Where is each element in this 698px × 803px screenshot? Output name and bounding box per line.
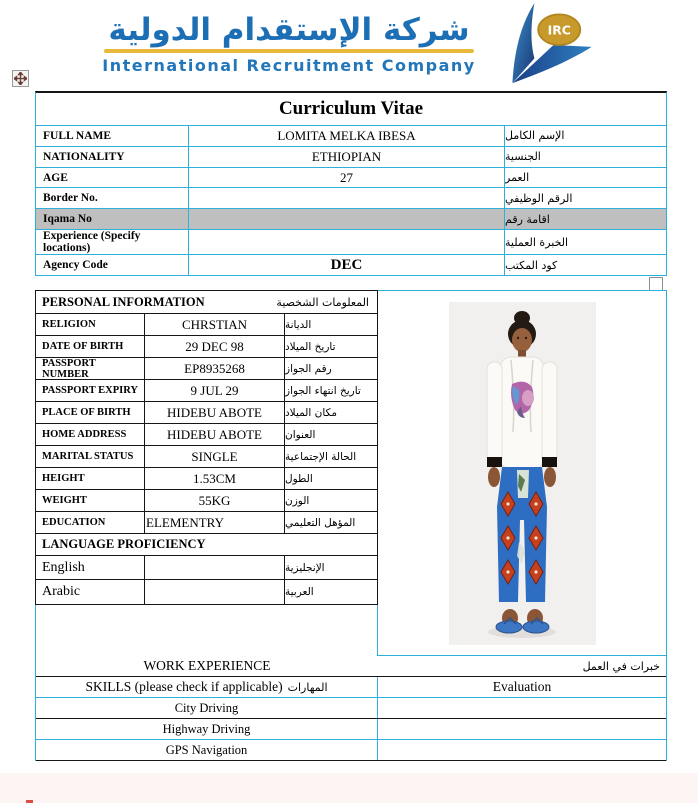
cv-row-arabic-label: الجنسية	[505, 150, 541, 164]
cv-row-arabic-label: كود المكتب	[505, 258, 558, 272]
cv-row-value	[189, 188, 505, 208]
language-arabic-label: الإنجليزية	[285, 561, 325, 574]
empty-cell-below-personal-info	[36, 605, 378, 656]
personal-info-table	[35, 290, 378, 605]
personal-info-row	[36, 380, 377, 402]
work-experience-title-arabic: خبرات في العمل	[582, 659, 660, 673]
personal-info-row-label: PASSPORT EXPIRY	[36, 380, 145, 401]
cv-row-arabic-label: اقامة رقم	[505, 212, 550, 226]
personal-info-row-label: DATE OF BIRTH	[36, 336, 145, 357]
personal-info-row-label: HOME ADDRESS	[36, 424, 145, 445]
cv-row-value: DEC	[189, 255, 505, 275]
personal-info-row-arabic-label: رقم الجواز	[285, 362, 332, 375]
skill-evaluation-cell	[378, 740, 666, 760]
cv-row-arabic-label: الرقم الوظيفي	[505, 191, 573, 205]
cv-row-value: LOMITA MELKA IBESA	[189, 126, 505, 146]
skill-evaluation-cell	[378, 698, 666, 718]
cv-row-value	[189, 209, 505, 229]
skill-evaluation-cell	[378, 719, 666, 739]
personal-info-row-arabic-label: تاريخ الميلاد	[285, 340, 336, 353]
personal-info-row-value: EP8935268	[145, 358, 285, 379]
personal-info-row-value: 29 DEC 98	[145, 336, 285, 357]
personal-info-row	[36, 402, 377, 424]
cv-row-arabic-label: الخبرة العملية	[505, 235, 569, 249]
skills-header-label: SKILLS (please check if applicable)	[85, 679, 283, 695]
language-label: English	[36, 556, 145, 579]
personal-info-title-arabic: المعلومات الشخصية	[276, 295, 369, 309]
personal-info-row-arabic-label: مكان الميلاد	[285, 406, 337, 419]
personal-info-row	[36, 512, 377, 534]
work-experience-row	[36, 656, 666, 677]
skill-row	[36, 719, 666, 740]
table-move-handle-icon[interactable]	[12, 70, 29, 87]
language-level-cell	[145, 580, 285, 604]
cv-title: Curriculum Vitae	[36, 93, 666, 126]
personal-info-row-label: RELIGION	[36, 314, 145, 335]
logo-underline	[104, 49, 473, 53]
skill-label: City Driving	[36, 698, 378, 718]
cv-row	[36, 254, 666, 275]
skill-row	[36, 740, 666, 761]
cv-row-value: ETHIOPIAN	[189, 147, 505, 167]
cv-row-label: Experience (Specify locations)	[36, 230, 189, 254]
personal-info-row	[36, 358, 377, 380]
skill-row	[36, 698, 666, 719]
personal-info-row-value: 55KG	[145, 490, 285, 511]
personal-info-row-label: PLACE OF BIRTH	[36, 402, 145, 423]
evaluation-header: Evaluation	[492, 679, 552, 695]
work-skills-table	[36, 656, 666, 761]
personal-info-row-label: MARITAL STATUS	[36, 446, 145, 467]
personal-info-row-value: 9 JUL 29	[145, 380, 285, 401]
table-resize-handle[interactable]	[649, 277, 663, 291]
company-name-arabic: شركة الإستقدام الدولية	[108, 11, 470, 48]
personal-info-row	[36, 336, 377, 358]
cv-row-arabic-label: الإسم الكامل	[505, 129, 565, 143]
personal-info-row-label: EDUCATION	[36, 512, 145, 533]
company-logo-text	[102, 13, 475, 76]
logo-badge-text: IRC	[547, 22, 571, 38]
personal-info-header	[36, 291, 377, 314]
language-level-cell	[145, 556, 285, 579]
personal-info-row-label: HEIGHT	[36, 468, 145, 489]
cv-row	[36, 187, 666, 208]
cv-row-arabic-label: العمر	[505, 171, 530, 185]
personal-info-row-arabic-label: المؤهل التعليمي	[285, 516, 356, 529]
cv-row	[36, 146, 666, 167]
cv-row-value	[189, 230, 505, 254]
personal-info-row-label: WEIGHT	[36, 490, 145, 511]
personal-info-row-value: 1.53CM	[145, 468, 285, 489]
photo-cell	[378, 291, 667, 656]
work-experience-title: WORK EXPERIENCE	[143, 658, 271, 674]
language-row	[36, 556, 377, 580]
skills-header-arabic: المهارات	[287, 680, 328, 694]
cv-row-label: NATIONALITY	[36, 147, 189, 167]
language-arabic-label: العربية	[285, 586, 314, 598]
personal-info-row-label: PASSPORT NUMBER	[36, 358, 145, 379]
page-bottom-tint	[0, 773, 698, 803]
personal-info-row-arabic-label: تاريخ انتهاء الجواز	[285, 384, 361, 397]
language-proficiency-title: LANGUAGE PROFICIENCY	[36, 534, 377, 556]
personal-info-row	[36, 314, 377, 336]
cv-summary-table	[35, 91, 667, 276]
personal-info-row-value: ELEMENTRY	[145, 512, 285, 533]
personal-info-row	[36, 490, 377, 512]
cv-row-label: AGE	[36, 168, 189, 188]
personal-info-row-value: HIDEBU ABOTE	[145, 424, 285, 445]
cv-row	[36, 167, 666, 188]
skills-header-cell	[36, 677, 378, 697]
company-header	[0, 0, 698, 88]
personal-info-row-value: CHRSTIAN	[145, 314, 285, 335]
skill-label: Highway Driving	[36, 719, 378, 739]
cv-row-value: 27	[189, 168, 505, 188]
personal-info-row-value: HIDEBU ABOTE	[145, 402, 285, 423]
personal-info-row-arabic-label: الحالة الإجتماعية	[285, 450, 357, 463]
cv-row	[36, 126, 666, 146]
cv-row-label: Agency Code	[36, 255, 189, 275]
applicant-photo	[449, 302, 596, 645]
language-row	[36, 580, 377, 604]
personal-info-row-arabic-label: الطول	[285, 472, 313, 485]
cv-row	[36, 229, 666, 254]
personal-info-title: PERSONAL INFORMATION	[42, 294, 205, 309]
company-name-english: International Recruitment Company	[102, 56, 476, 76]
personal-info-row-value: SINGLE	[145, 446, 285, 467]
personal-info-row-arabic-label: العنوان	[285, 428, 316, 441]
cv-details-section	[35, 290, 667, 761]
personal-info-row	[36, 446, 377, 468]
personal-info-row-arabic-label: الوزن	[285, 494, 310, 507]
cv-row-label: FULL NAME	[36, 126, 189, 146]
cv-row-label: Iqama No	[36, 209, 189, 229]
personal-info-row	[36, 424, 377, 446]
cv-row-label: Border No.	[36, 188, 189, 208]
cv-row	[36, 208, 666, 229]
language-label: Arabic	[36, 580, 145, 604]
skills-header-row	[36, 677, 666, 698]
company-logo-icon	[490, 2, 596, 86]
personal-info-row	[36, 468, 377, 490]
personal-info-row-arabic-label: الديانة	[285, 318, 312, 331]
skill-label: GPS Navigation	[36, 740, 378, 760]
